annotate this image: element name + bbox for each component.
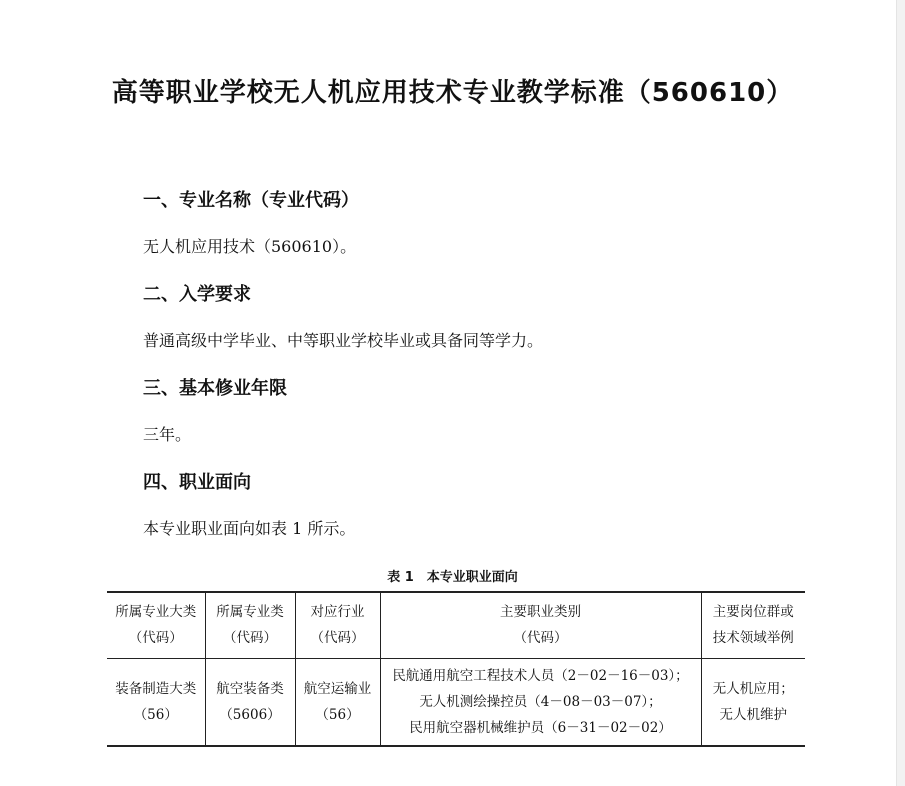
- cell-text: 航空装备类: [216, 680, 284, 697]
- header-text: （代码）: [513, 630, 568, 647]
- header-text: 主要职业类别: [500, 604, 581, 621]
- section-body-career: 本专业职业面向如表 1 所示。: [143, 519, 356, 538]
- header-text: 对应行业: [310, 604, 365, 621]
- section-body-major-name: 无人机应用技术（560610）。: [143, 237, 357, 256]
- header-text: （代码）: [223, 630, 277, 647]
- header-text: 技术领域举例: [712, 630, 794, 647]
- career-table: [107, 591, 805, 747]
- cell-text: 装备制造大类: [115, 680, 197, 697]
- cell-industry: [295, 658, 380, 746]
- cell-text: 无人机维护: [719, 706, 787, 723]
- cell-text: 无人机应用；: [712, 680, 794, 697]
- document-title: 高等职业学校无人机应用技术专业教学标准（560610）: [111, 78, 794, 108]
- cell-positions: [701, 658, 805, 746]
- cell-occupation: [380, 658, 701, 746]
- header-cell-positions: [701, 592, 805, 658]
- header-text: （代码）: [128, 630, 183, 647]
- header-text: 所属专业类: [216, 604, 284, 621]
- cell-text: （56）: [133, 706, 178, 723]
- section-heading-admission: 二、入学要求: [143, 284, 251, 305]
- section-heading-major-name: 一、专业名称（专业代码）: [143, 190, 359, 211]
- header-cell-industry: [295, 592, 380, 658]
- cell-text: 民用航空器机械维护员（6－31－02－02）: [409, 719, 672, 736]
- table-caption: 表 1 本专业职业面向: [387, 570, 518, 585]
- header-cell-occupation: [380, 592, 701, 658]
- cell-text: （56）: [315, 706, 360, 723]
- cell-major-class: [205, 658, 295, 746]
- header-text: 主要岗位群或: [712, 604, 794, 621]
- table-header-row: [107, 592, 805, 658]
- cell-text: （5606）: [219, 706, 281, 723]
- section-body-duration: 三年。: [143, 425, 192, 444]
- section-heading-career: 四、职业面向: [143, 472, 251, 493]
- cell-text: 民航通用航空工程技术人员（2－02－16－03）；: [392, 667, 689, 684]
- header-text: 所属专业大类: [115, 604, 197, 621]
- cell-major-category: [107, 658, 205, 746]
- header-text: （代码）: [310, 630, 365, 647]
- cell-text: 航空运输业: [303, 680, 372, 697]
- header-cell-major-class: [205, 592, 295, 658]
- header-cell-major-category: [107, 592, 205, 658]
- cell-text: 无人机测绘操控员（4－08－03－07）；: [419, 693, 662, 710]
- scrollbar[interactable]: [896, 0, 905, 786]
- section-heading-duration: 三、基本修业年限: [143, 378, 287, 399]
- section-body-admission: 普通高级中学毕业、中等职业学校毕业或具备同等学力。: [143, 331, 544, 350]
- table-row: [107, 658, 805, 746]
